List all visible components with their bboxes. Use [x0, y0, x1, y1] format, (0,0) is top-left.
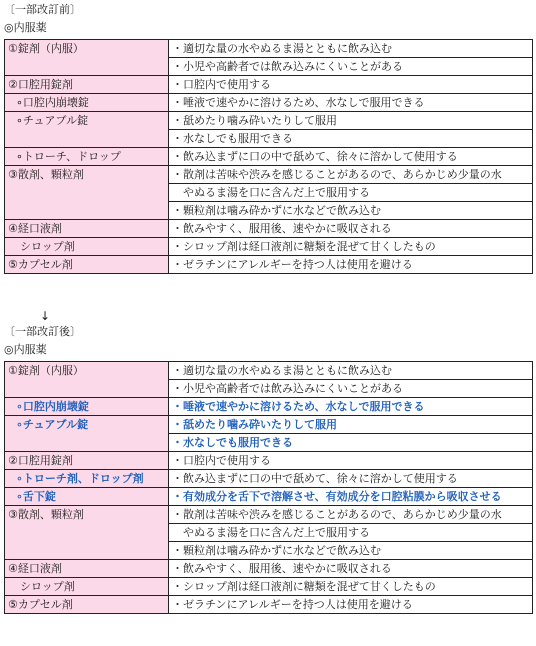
description-text: ・小児や高齢者では飲み込みにくいことがある: [172, 60, 403, 73]
description-text: ・飲み込まずに口の中で舐めて、徐々に溶かして使用する: [172, 472, 458, 485]
description-cell: [169, 524, 533, 542]
table-row: [5, 58, 533, 76]
category-cell: [5, 94, 169, 112]
table-row: [5, 524, 533, 542]
description-text: ・飲みやすく、服用後、速やかに吸収される: [172, 562, 392, 575]
table-row: [5, 380, 533, 398]
category-label: ∘口腔内崩壊錠: [16, 400, 89, 413]
table-row: [5, 470, 533, 488]
category-cell: [5, 560, 169, 578]
table-row: [5, 166, 533, 184]
table-row: [5, 40, 533, 58]
table-row: [5, 596, 533, 614]
description-text: やぬるま湯を口に含んだ上で服用する: [172, 186, 370, 199]
category-cell: [5, 506, 169, 524]
description-cell: [169, 148, 533, 166]
before-drug-table: [4, 39, 533, 274]
description-text: ・小児や高齢者では飲み込みにくいことがある: [172, 382, 403, 395]
category-cell: [5, 256, 169, 274]
description-text: ・飲み込まずに口の中で舐めて、徐々に溶かして使用する: [172, 150, 458, 163]
description-text: ・適切な量の水やぬるま湯とともに飲み込む: [172, 364, 392, 377]
description-cell: [169, 220, 533, 238]
category-label: ④経口液剤: [8, 562, 62, 575]
table-row: [5, 362, 533, 380]
category-cell: [5, 578, 169, 596]
description-text: ・水なしでも服用できる: [172, 132, 293, 145]
description-cell: [169, 94, 533, 112]
description-text: ・ゼラチンにアレルギーを持つ人は使用を避ける: [172, 258, 413, 271]
category-cell: [5, 488, 169, 506]
category-cell: [5, 220, 169, 238]
category-label: ⑤カプセル剤: [8, 598, 73, 611]
description-cell: [169, 362, 533, 380]
description-cell: [169, 256, 533, 274]
description-text: ・有効成分を舌下で溶解させ、有効成分を口腔粘膜から吸収させる: [172, 490, 502, 503]
category-label: シロップ剤: [20, 580, 75, 593]
description-text: ・適切な量の水やぬるま湯とともに飲み込む: [172, 42, 392, 55]
table-row: [5, 202, 533, 220]
table-row: [5, 542, 533, 560]
table-row: [5, 488, 533, 506]
table-row: [5, 452, 533, 470]
category-label: ①錠剤（内服）: [8, 364, 84, 378]
description-cell: [169, 452, 533, 470]
table-row: [5, 220, 533, 238]
category-cell: [5, 380, 169, 398]
category-label: ∘トローチ剤、ドロップ剤: [16, 472, 144, 485]
description-cell: [169, 434, 533, 452]
category-label: ③散剤、顆粒剤: [8, 508, 84, 522]
category-label: ⑤カプセル剤: [8, 258, 73, 271]
category-cell: [5, 202, 169, 220]
description-cell: [169, 238, 533, 256]
description-cell: [169, 58, 533, 76]
category-cell: [5, 362, 169, 380]
description-cell: [169, 542, 533, 560]
table-row: [5, 184, 533, 202]
category-cell: [5, 416, 169, 434]
category-cell: [5, 40, 169, 58]
description-text: ・口腔内で使用する: [172, 78, 271, 91]
description-cell: [169, 470, 533, 488]
category-cell: [5, 58, 169, 76]
description-text: ・シロップ剤は経口液剤に糖類を混ぜて甘くしたもの: [172, 240, 436, 253]
description-text: ・顆粒剤は噛み砕かずに水などで飲み込む: [172, 544, 381, 557]
category-cell: [5, 148, 169, 166]
category-label: ②口腔用錠剤: [8, 454, 73, 467]
category-label: ∘口腔内崩壊錠: [16, 96, 89, 109]
description-cell: [169, 578, 533, 596]
description-cell: [169, 560, 533, 578]
description-text: ・散剤は苦味や渋みを感じることがあるので、あらかじめ少量の水: [172, 508, 502, 521]
description-cell: [169, 380, 533, 398]
category-cell: [5, 238, 169, 256]
category-label: ∘チュアブル錠: [16, 418, 89, 432]
category-cell: [5, 184, 169, 202]
category-cell: [5, 112, 169, 130]
category-label: ∘トローチ、ドロップ: [16, 150, 121, 163]
category-cell: [5, 130, 169, 148]
table-row: [5, 578, 533, 596]
table-row: [5, 238, 533, 256]
description-text: ・舐めたり噛み砕いたりして服用: [172, 418, 337, 431]
description-text: ・散剤は苦味や渋みを感じることがあるので、あらかじめ少量の水: [172, 168, 502, 181]
table-row: [5, 506, 533, 524]
before-section-label: ◎内服薬: [4, 21, 47, 34]
table-row: [5, 416, 533, 434]
category-cell: [5, 76, 169, 94]
category-cell: [5, 166, 169, 184]
description-text: ・舐めたり噛み砕いたりして服用: [172, 114, 337, 127]
description-cell: [169, 130, 533, 148]
description-text: やぬるま湯を口に含んだ上で服用する: [172, 526, 370, 539]
category-label: ∘チュアブル錠: [16, 114, 89, 128]
description-cell: [169, 506, 533, 524]
table-row: [5, 76, 533, 94]
description-cell: [169, 416, 533, 434]
after-heading: 〔一部改訂後〕: [4, 325, 81, 338]
description-cell: [169, 202, 533, 220]
description-cell: [169, 184, 533, 202]
before-heading: 〔一部改訂前〕: [4, 3, 81, 16]
description-cell: [169, 488, 533, 506]
description-text: ・シロップ剤は経口液剤に糖類を混ぜて甘くしたもの: [172, 580, 436, 593]
table-row: [5, 130, 533, 148]
category-cell: [5, 434, 169, 452]
description-cell: [169, 40, 533, 58]
after-section-label: ◎内服薬: [4, 343, 47, 356]
description-cell: [169, 112, 533, 130]
category-cell: [5, 596, 169, 614]
description-text: ・顆粒剤は噛み砕かずに水などで飲み込む: [172, 204, 381, 217]
category-cell: [5, 470, 169, 488]
description-text: ・飲みやすく、服用後、速やかに吸収される: [172, 222, 392, 235]
description-cell: [169, 76, 533, 94]
category-label: ∘舌下錠: [16, 490, 56, 503]
table-row: [5, 434, 533, 452]
category-label: シロップ剤: [20, 240, 75, 253]
category-cell: [5, 524, 169, 542]
category-label: ②口腔用錠剤: [8, 78, 73, 91]
category-label: ①錠剤（内服）: [8, 42, 84, 56]
table-row: [5, 560, 533, 578]
category-cell: [5, 452, 169, 470]
table-row: [5, 148, 533, 166]
category-label: ④経口液剤: [8, 222, 62, 235]
description-cell: [169, 596, 533, 614]
down-arrow-icon: ↓: [40, 309, 51, 323]
description-text: ・水なしでも服用できる: [172, 436, 293, 449]
category-cell: [5, 542, 169, 560]
table-row: [5, 94, 533, 112]
category-cell: [5, 398, 169, 416]
category-label: ③散剤、顆粒剤: [8, 168, 84, 182]
description-text: ・唾液で速やかに溶けるため、水なしで服用できる: [172, 400, 425, 413]
description-cell: [169, 398, 533, 416]
description-text: ・唾液で速やかに溶けるため、水なしで服用できる: [172, 96, 425, 109]
table-row: [5, 256, 533, 274]
table-row: [5, 112, 533, 130]
description-text: ・口腔内で使用する: [172, 454, 271, 467]
description-cell: [169, 166, 533, 184]
description-text: ・ゼラチンにアレルギーを持つ人は使用を避ける: [172, 598, 413, 611]
after-drug-table: [4, 361, 533, 614]
table-row: [5, 398, 533, 416]
